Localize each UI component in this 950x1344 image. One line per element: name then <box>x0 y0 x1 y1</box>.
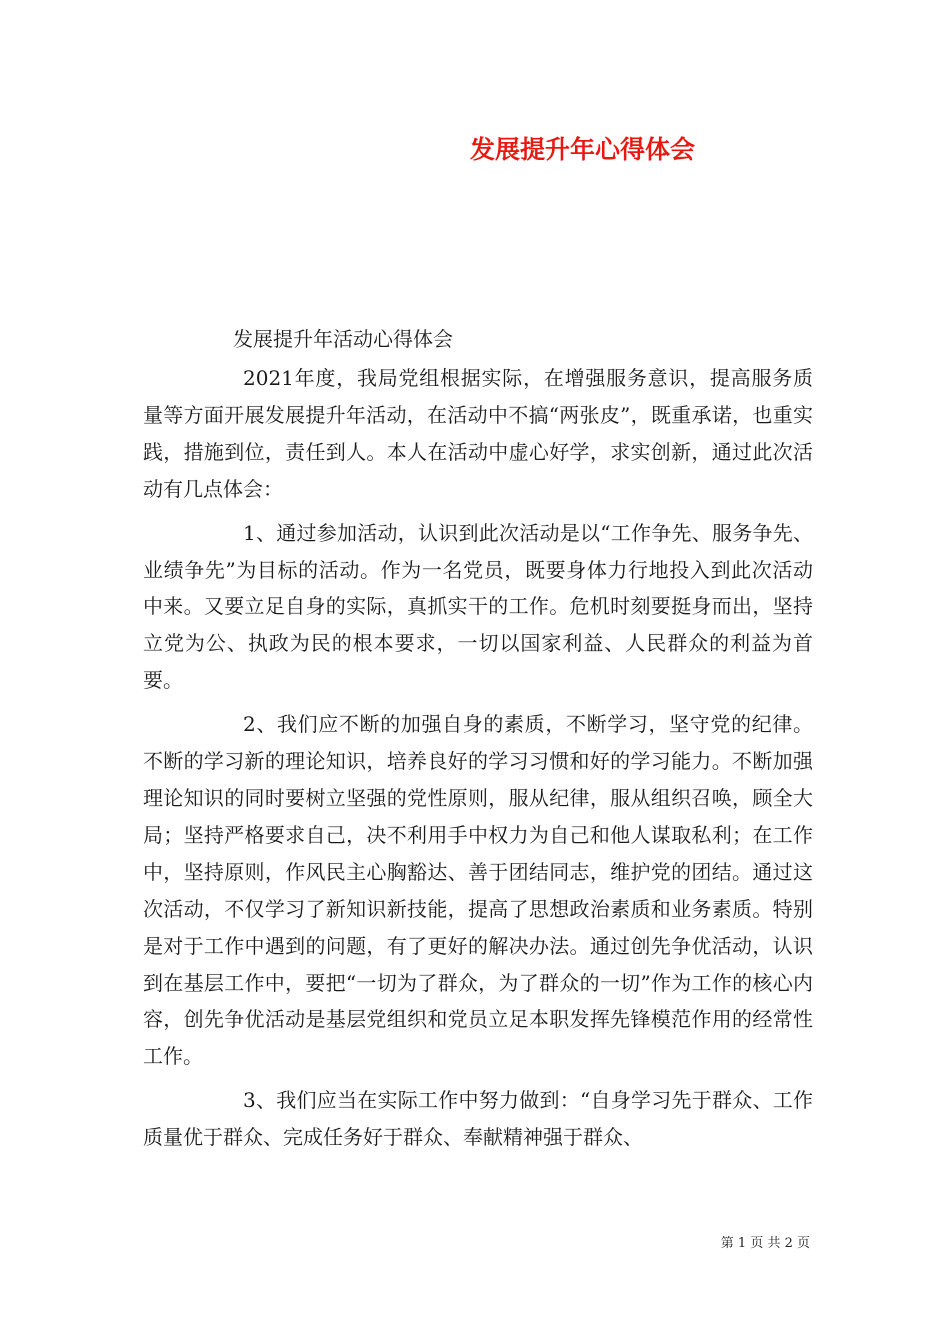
paragraph-point-2: 2、我们应不断的加强自身的素质，不断学习，坚守党的纪律。不断的学习新的理论知识，培养良好的学习习惯和好的学习能力。不断加强理论知识的同时要树立坚强的党性原则，服从纪律，服从组织召唤，顾全大局；坚持严格要求自己，决不利用手中权力为自己和他人谋取私利；在工作中，坚持原则，作风民主心胸豁达、善于团结同志，维护党的团结。通过这次活动，不仅学习了新知识新技能，提高了思想政治素质和业务素质。特别是对于工作中遇到的问题，有了更好的解决办法。通过创先争优活动，认识到在基层工作中，要把“一切为了群众，为了群众的一切”作为工作的核心内容，创先争优活动是基层党组织和党员立足本职发挥先锋模范作用的经常性工作。 <box>143 712 813 1069</box>
document-body <box>143 360 813 1156</box>
document-title: 发展提升年心得体会 <box>470 135 696 164</box>
page-number-footer: 第 1 页 共 2 页 <box>720 1236 810 1251</box>
paragraph-intro: 2021年度，我局党组根据实际，在增强服务意识，提高服务质量等方面开展发展提升年活动，在活动中不搞“两张皮”，既重承诺，也重实践，措施到位，责任到人。本人在活动中虚心好学，求实创新，通过此次活动有几点体会： <box>143 366 813 501</box>
paragraph-point-3: 3、我们应当在实际工作中努力做到：“自身学习先于群众、工作质量优于群众、完成任务好于群众、奉献精神强于群众、 <box>143 1088 813 1150</box>
paragraph-point-1: 1、通过参加活动，认识到此次活动是以“工作争先、服务争先、业绩争先”为目标的活动。作为一名党员，既要身体力行地投入到此次活动中来。又要立足自身的实际，真抓实干的工作。危机时刻要挺身而出，坚持立党为公、执政为民的根本要求，一切以国家利益、人民群众的利益为首要。 <box>143 520 813 693</box>
document-subtitle: 发展提升年活动心得体会 <box>233 327 453 351</box>
